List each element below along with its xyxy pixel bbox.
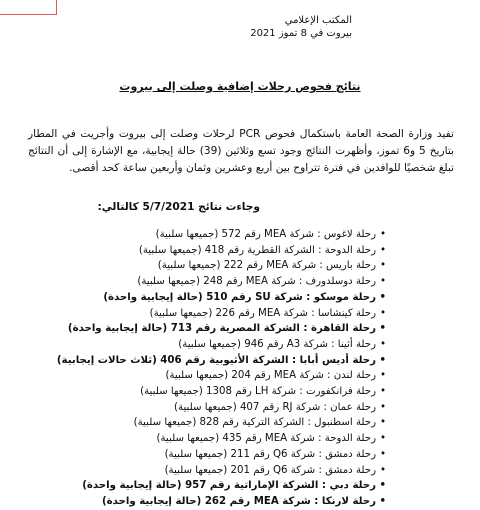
flight-item: • رحلة دوسلدورف : شركة MEA رقم 248 (جميعها سلبية) bbox=[57, 274, 386, 290]
header bbox=[250, 14, 352, 40]
flight-item: • رحلة لندن : شركة MEA رقم 204 (جميعها سلبية) bbox=[57, 368, 386, 384]
body-paragraph: تفيد وزارة الصحة العامة باستكمال فحوص PCR لرحلات وصلت إلى بيروت وأجريت في المطار بتاريخ 5 و6 تموز، وأظهرت النتائج وجود تسع وثلاثين (39) حالة إيجابية، مع الإشارة إلى أن النتائج تبلغ شخصيًا للوافدين في فترة تتراوح بين أربع وعشرين وثمان وأربعين ساعة كحد أقصى. bbox=[28, 128, 454, 174]
flight-item: • رحلة عمان : شركة RJ رقم 407 (جميعها سلبية) bbox=[57, 400, 386, 416]
flight-item: • رحلة لاغوس : شركة MEA رقم 572 (جميعها سلبية) bbox=[57, 227, 386, 243]
flight-item: • رحلة باريس : شركة MEA رقم 222 (جميعها سلبية) bbox=[57, 258, 386, 274]
flight-item: • رحلة القاهرة : الشركة المصرية رقم 713 (حالة إيجابية واحدة) bbox=[57, 321, 386, 337]
flight-item: • رحلة أديس أبابا : الشركة الأثيوبية رقم 406 (ثلاث حالات إيجابية) bbox=[57, 353, 386, 369]
flight-item: • رحلة كينشاسا : شركة MEA رقم 226 (جميعها سلبية) bbox=[57, 306, 386, 322]
flight-list bbox=[57, 227, 386, 510]
flight-item: • رحلة موسكو : شركة SU رقم 510 (حالة إيجابية واحدة) bbox=[57, 290, 386, 306]
flight-item: • رحلة الدوحة : شركة MEA رقم 435 (جميعها سلبية) bbox=[57, 431, 386, 447]
issue-date: بيروت في 8 تموز 2021 bbox=[250, 28, 352, 39]
flight-item: • رحلة دمشق : شركة Q6 رقم 201 (جميعها سلبية) bbox=[57, 463, 386, 479]
results-heading: وجاءت نتائج 5/7/2021 كالتالي: bbox=[97, 201, 260, 213]
document-title bbox=[0, 80, 480, 93]
office-name: المكتب الإعلامي bbox=[284, 15, 352, 26]
flight-item: • رحلة لارنكا : شركة MEA رقم 262 (حالة إيجابية واحدة) bbox=[57, 494, 386, 510]
flight-item: • رحلة الدوحة : الشركة القطرية رقم 418 (جميعها سلبية) bbox=[57, 243, 386, 259]
flight-item: • رحلة فرانكفورت : شركة LH رقم 1308 (جميعها سلبية) bbox=[57, 384, 386, 400]
flight-item: • رحلة اسطنبول : الشركة التركية رقم 828 (جميعها سلبية) bbox=[57, 415, 386, 431]
title-text: نتائج فحوص رحلات إضافية وصلت إلى بيروت bbox=[119, 80, 361, 93]
flight-item: • رحلة دبي : الشركة الإماراتية رقم 957 (حالة إيجابية واحدة) bbox=[57, 478, 386, 494]
corner-box bbox=[0, 0, 57, 15]
flight-item: • رحلة أثينا : شركة A3 رقم 946 (جميعها سلبية) bbox=[57, 337, 386, 353]
flight-item: • رحلة دمشق : شركة Q6 رقم 211 (جميعها سلبية) bbox=[57, 447, 386, 463]
